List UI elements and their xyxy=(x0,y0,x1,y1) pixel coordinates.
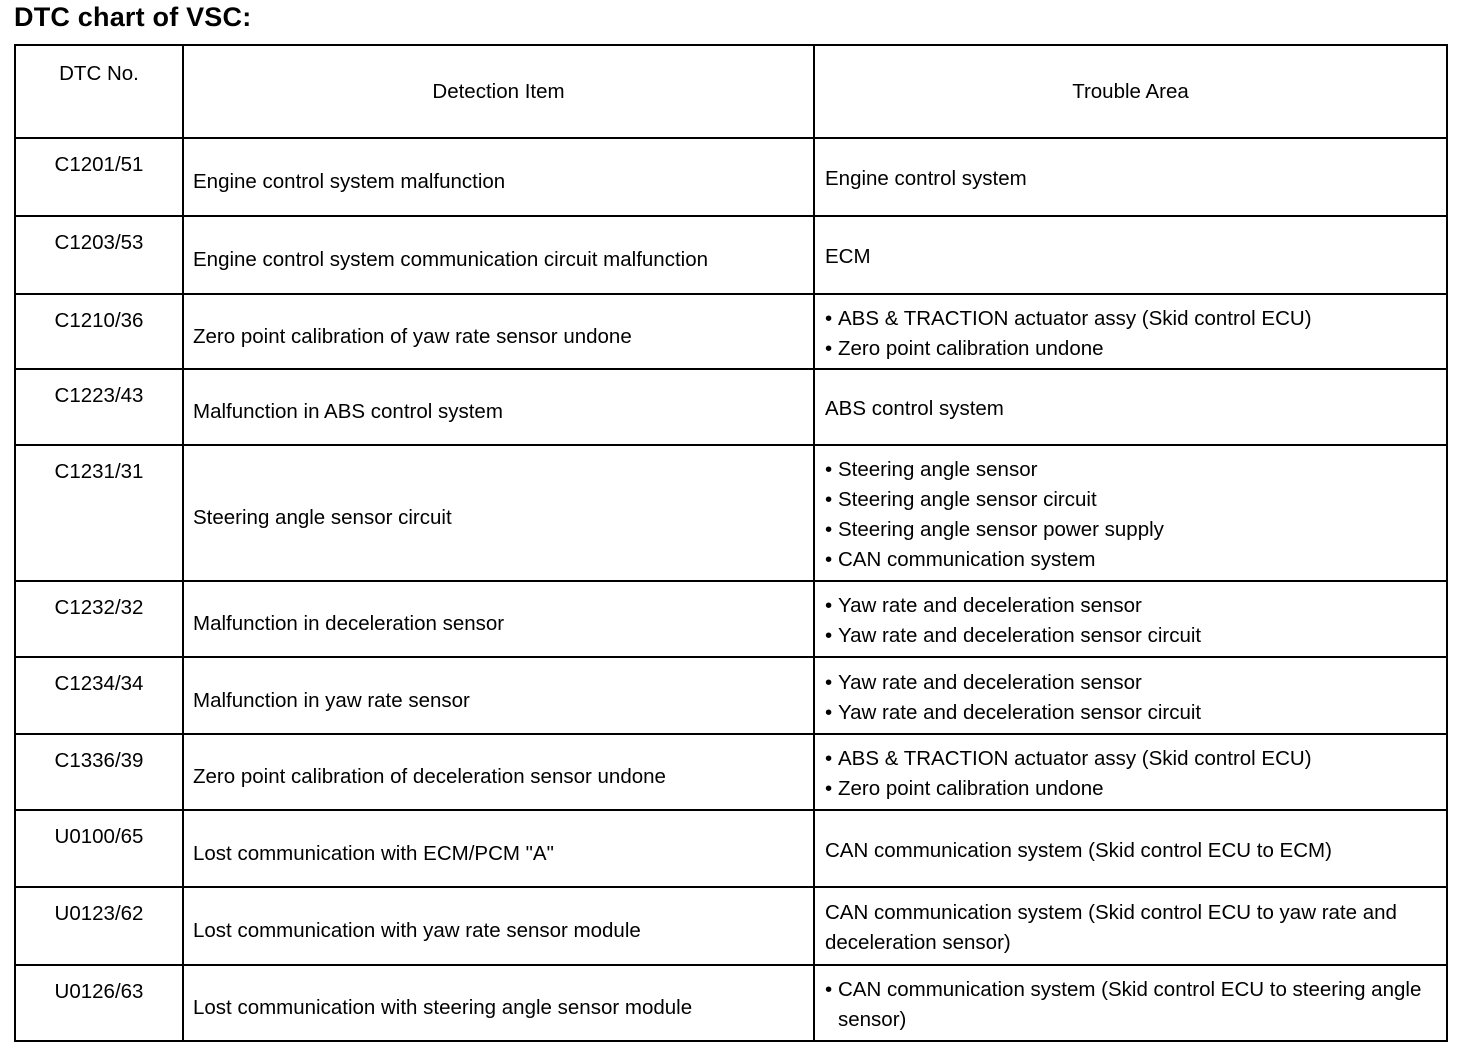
dtc-code-cell: C1210/36 xyxy=(15,294,183,369)
dtc-code-cell: C1336/39 xyxy=(15,734,183,810)
trouble-area-cell xyxy=(814,734,1447,810)
detection-item-cell: Zero point calibration of yaw rate sensor undone xyxy=(183,294,814,369)
dtc-code-cell: C1203/53 xyxy=(15,216,183,294)
table-row xyxy=(15,294,1447,369)
detection-item-cell: Malfunction in ABS control system xyxy=(183,369,814,445)
detection-item-cell: Engine control system malfunction xyxy=(183,138,814,216)
detection-item-cell: Zero point calibration of deceleration sensor undone xyxy=(183,734,814,810)
table-header-row xyxy=(15,45,1447,138)
table-row xyxy=(15,887,1447,965)
table-row xyxy=(15,734,1447,810)
trouble-area-bullet-item: • Yaw rate and deceleration sensor xyxy=(825,591,1446,621)
table-row xyxy=(15,216,1447,294)
detection-item-cell: Engine control system communication circuit malfunction xyxy=(183,216,814,294)
table-row xyxy=(15,810,1447,887)
trouble-area-bullet-item: • Zero point calibration undone xyxy=(825,334,1446,364)
dtc-code-cell: C1231/31 xyxy=(15,445,183,581)
trouble-area-cell xyxy=(814,810,1447,887)
table-body xyxy=(15,138,1447,1041)
detection-item-cell: Lost communication with yaw rate sensor module xyxy=(183,887,814,965)
dtc-code-cell: C1234/34 xyxy=(15,657,183,734)
table-row xyxy=(15,965,1447,1041)
trouble-area-bullet-item: • Steering angle sensor power supply xyxy=(825,515,1446,545)
trouble-area-bullet-item: • Yaw rate and deceleration sensor xyxy=(825,668,1446,698)
detection-item-cell: Lost communication with ECM/PCM "A" xyxy=(183,810,814,887)
header-trouble-area: Trouble Area xyxy=(814,45,1447,138)
dtc-code-cell: C1232/32 xyxy=(15,581,183,657)
trouble-area-text: CAN communication system (Skid control ECU to yaw rate and deceleration sensor) xyxy=(825,901,1397,954)
detection-item-cell: Malfunction in yaw rate sensor xyxy=(183,657,814,734)
table-row xyxy=(15,138,1447,216)
dtc-code-cell: U0100/65 xyxy=(15,810,183,887)
table-row xyxy=(15,657,1447,734)
table-row xyxy=(15,369,1447,445)
trouble-area-cell xyxy=(814,294,1447,369)
dtc-code-cell: C1201/51 xyxy=(15,138,183,216)
dtc-code-cell: U0126/63 xyxy=(15,965,183,1041)
header-detection-item: Detection Item xyxy=(183,45,814,138)
trouble-area-cell xyxy=(814,887,1447,965)
page-title: DTC chart of VSC: xyxy=(14,2,252,32)
trouble-area-bullet-item: • Yaw rate and deceleration sensor circuit xyxy=(825,621,1446,651)
trouble-area-text: ECM xyxy=(825,245,871,268)
trouble-area-bullet-item: • CAN communication system xyxy=(825,545,1446,575)
trouble-area-bullet-item: • Steering angle sensor circuit xyxy=(825,485,1446,515)
trouble-area-bullet-item: • Zero point calibration undone xyxy=(825,774,1446,804)
trouble-area-cell xyxy=(814,138,1447,216)
table-row xyxy=(15,445,1447,581)
detection-item-cell: Lost communication with steering angle sensor module xyxy=(183,965,814,1041)
trouble-area-cell xyxy=(814,657,1447,734)
detection-item-cell: Malfunction in deceleration sensor xyxy=(183,581,814,657)
trouble-area-bullet-item: • Steering angle sensor xyxy=(825,455,1446,485)
trouble-area-cell xyxy=(814,445,1447,581)
trouble-area-text: ABS control system xyxy=(825,397,1004,420)
trouble-area-bullet-item: • ABS & TRACTION actuator assy (Skid control ECU) xyxy=(825,744,1446,774)
dtc-code-cell: U0123/62 xyxy=(15,887,183,965)
detection-item-cell: Steering angle sensor circuit xyxy=(183,445,814,581)
trouble-area-text: CAN communication system (Skid control ECU to ECM) xyxy=(825,838,1332,862)
trouble-area-cell xyxy=(814,965,1447,1041)
trouble-area-cell xyxy=(814,216,1447,294)
dtc-code-cell: C1223/43 xyxy=(15,369,183,445)
header-dtc-no: DTC No. xyxy=(15,45,183,138)
trouble-area-bullet-item: • CAN communication system (Skid control ECU to steering angle sensor) xyxy=(825,975,1446,1035)
trouble-area-cell xyxy=(814,369,1447,445)
trouble-area-bullet-item: • Yaw rate and deceleration sensor circuit xyxy=(825,698,1446,728)
dtc-table xyxy=(14,44,1448,1042)
trouble-area-text: Engine control system xyxy=(825,167,1027,190)
trouble-area-cell xyxy=(814,581,1447,657)
trouble-area-bullet-item: • ABS & TRACTION actuator assy (Skid control ECU) xyxy=(825,304,1446,334)
table-row xyxy=(15,581,1447,657)
